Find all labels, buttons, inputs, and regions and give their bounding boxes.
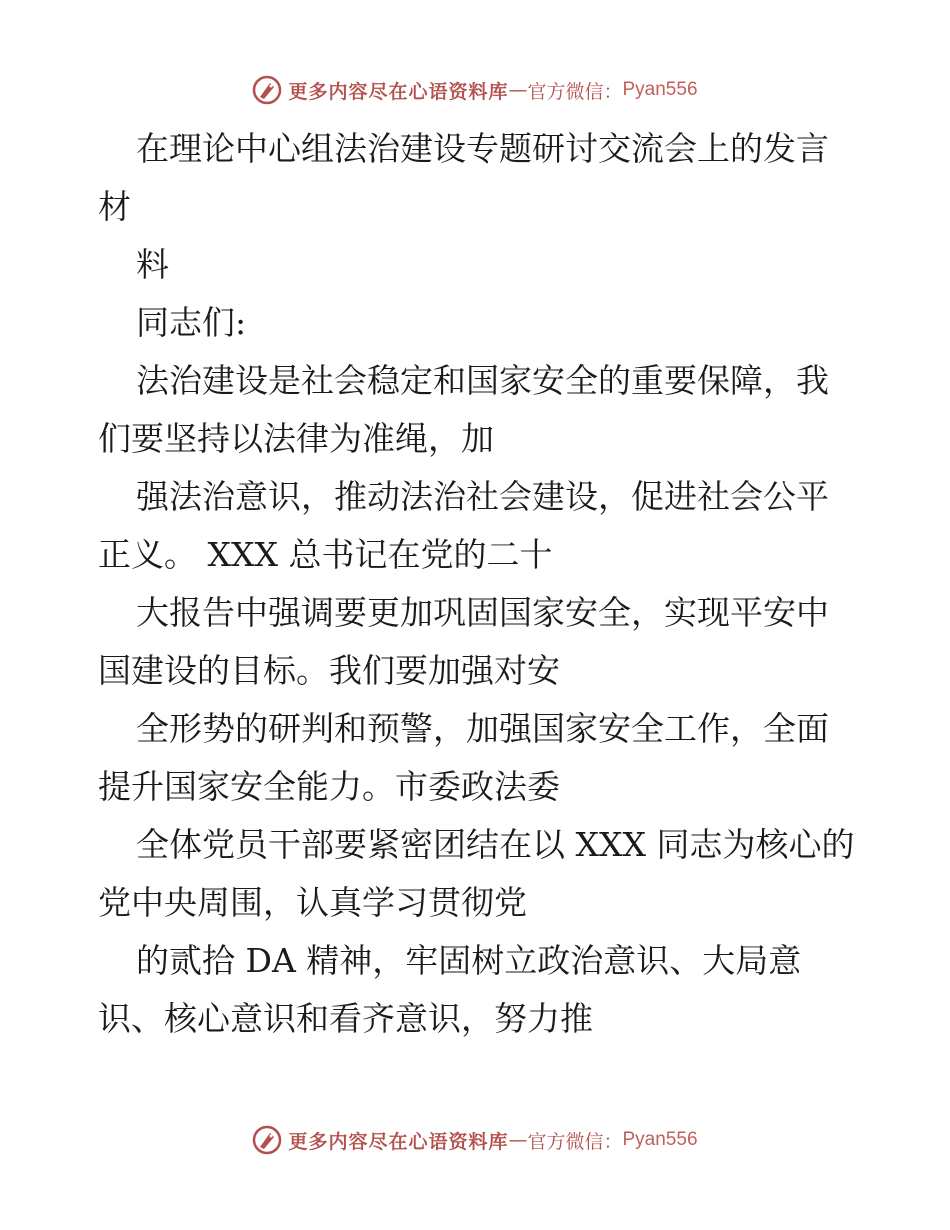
- document-title: [98, 120, 858, 236]
- paragraph-4: 全形势的研判和预警，加强国家安全工作，全面提升国家安全能力。市委政法委: [98, 709, 829, 806]
- banner-wechat-label: 官方微信：: [527, 80, 623, 103]
- paragraph-2: 强法治意识，推动法治社会建设，促进社会公平正义。 XXX 总书记在党的二十: [98, 477, 829, 574]
- footer-brand: 更多内容尽在心语资料库: [288, 1130, 509, 1153]
- pen-nib-seal-icon: [252, 75, 282, 105]
- footer-wechat-label: 官方微信：: [527, 1130, 623, 1153]
- paragraph-6: 的贰拾 DA 精神，牢固树立政治意识、大局意识、核心意识和看齐意识，努力推: [98, 941, 802, 1038]
- banner-separator: —: [508, 79, 528, 101]
- banner-wechat-id: Pyan556: [622, 79, 698, 100]
- salutation: 同志们:: [136, 303, 247, 342]
- banner-brand: 更多内容尽在心语资料库: [288, 80, 509, 103]
- paragraph-3: 大报告中强调要更加巩固国家安全，实现平安中国建设的目标。我们要加强对安: [98, 593, 829, 690]
- footer-wechat-id: Pyan556: [622, 1129, 698, 1150]
- document-title-continuation: [98, 236, 858, 294]
- pen-nib-seal-icon: [252, 1125, 282, 1155]
- paragraph-1: 法治建设是社会稳定和国家安全的重要保障，我们要坚持以法律为准绳，加: [98, 361, 829, 458]
- paragraph-5: 全体党员干部要紧密团结在以 XXX 同志为核心的党中央周围，认真学习贯彻党: [98, 825, 855, 922]
- footer-banner: [0, 1120, 950, 1160]
- document-body: [98, 120, 858, 1048]
- header-banner: [0, 70, 950, 110]
- title-line-1: 在理论中心组法治建设专题研讨交流会上的发言材: [98, 129, 829, 226]
- title-line-2: 料: [136, 245, 169, 284]
- footer-separator: —: [508, 1129, 528, 1151]
